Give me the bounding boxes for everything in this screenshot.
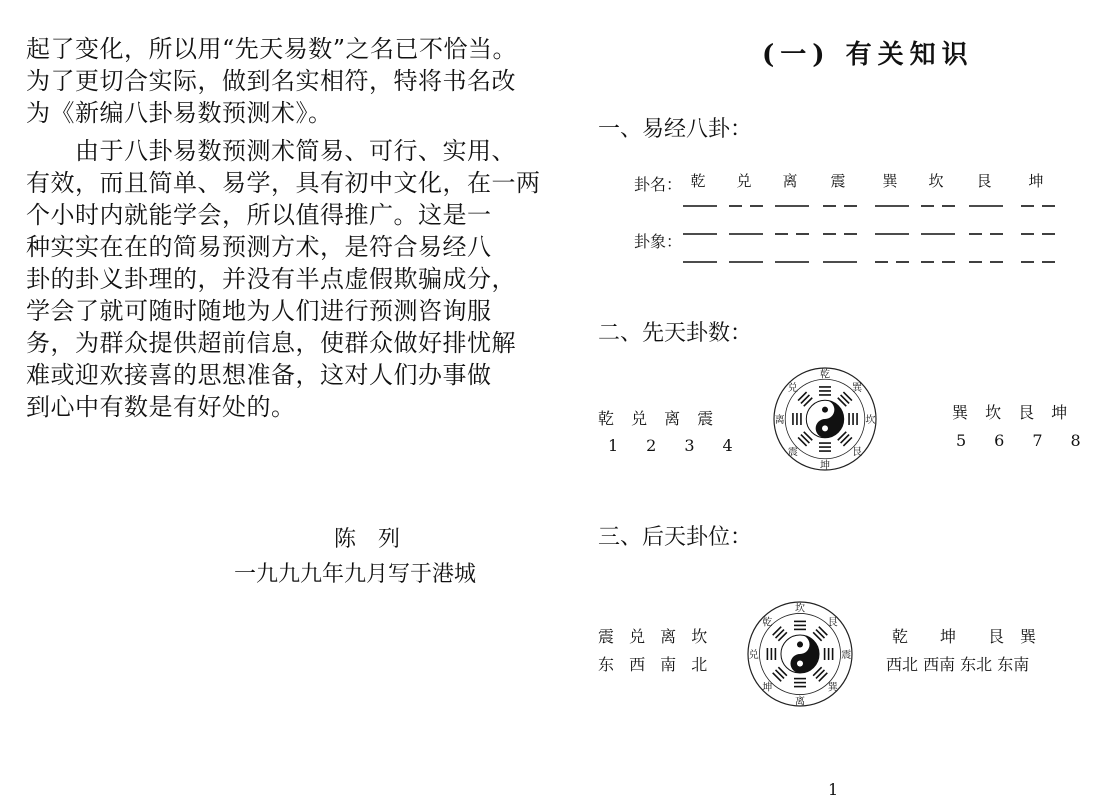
date-place: 一九九九年九月写于港城: [234, 562, 477, 587]
ring-label: 震: [787, 447, 798, 459]
trigram-glyph: [849, 413, 857, 425]
heading-bagua: 一、易经八卦：: [598, 117, 753, 142]
paragraph-line: 有效，而且简单、易学，具有初中文化，在一两: [26, 169, 541, 197]
gua-name: 巽: [882, 172, 898, 190]
trigram-glyph: [794, 679, 806, 687]
paragraph-line: 起了变化，所以用“先天易数”之名已不恰当。: [26, 35, 518, 63]
paragraph-line: 务，为群众提供超前信息，使群众做好排忧解: [26, 329, 516, 357]
trigram-兑: [729, 206, 763, 262]
author-name: 陈 列: [334, 527, 401, 552]
yang-dot: [822, 425, 828, 431]
ring-label: 艮: [852, 447, 863, 459]
xiantian-left-numbers: 1 2 3 4: [608, 436, 739, 455]
ring-label: 坎: [865, 415, 876, 426]
trigram-glyph: [793, 413, 801, 425]
ring-label: 艮: [827, 617, 838, 629]
xiantian-bagua-diagram: [770, 364, 880, 474]
gua-name-label: 卦名：: [634, 175, 683, 194]
paragraph-line: 为《新编八卦易数预测术》。: [26, 99, 333, 127]
ring-label: 坎: [795, 603, 805, 615]
paragraph-line: 学会了就可随时随地为人们进行预测咨询服: [26, 297, 492, 325]
xiantian-right-numbers: 5 6 7 8: [956, 431, 1087, 450]
ring-label: 离: [774, 415, 785, 426]
gua-name: 离: [782, 172, 798, 190]
trigram-symbols: [675, 196, 1075, 276]
ring-label: 兑: [787, 382, 798, 394]
trigram-离: [775, 206, 809, 262]
xiantian-right-names: 巽 坎 艮 坤: [952, 403, 1074, 422]
gua-name: 震: [830, 172, 846, 190]
paragraph-line: 卦的卦义卦理的，并没有半点虚假欺骗成分，: [26, 265, 516, 293]
trigram-glyph: [813, 627, 827, 641]
heading-houtian: 三、后天卦位：: [598, 525, 753, 550]
trigram-巽: [875, 206, 909, 262]
trigram-艮: [969, 206, 1003, 262]
section-title: (一) 有关知识: [762, 40, 974, 70]
trigram-坤: [1021, 206, 1055, 262]
gua-name: 艮: [976, 172, 992, 190]
trigram-坎: [921, 206, 955, 262]
paragraph-line: 为了更切合实际，做到名实相符，特将书名改: [26, 67, 516, 95]
page-number: 1: [828, 780, 839, 799]
paragraph-line: 种实实在在的简易预测方术，是符合易经八: [26, 233, 492, 261]
yin-dot: [822, 407, 828, 413]
trigram-乾: [683, 206, 717, 262]
trigram-glyph: [798, 392, 812, 406]
trigram-glyph: [794, 621, 806, 629]
trigram-glyph: [767, 648, 775, 660]
yin-dot: [797, 641, 803, 647]
gua-name: 兑: [736, 172, 752, 190]
paragraph-line: 到心中有数是有好处的。: [26, 393, 296, 421]
ring-label: 兑: [748, 650, 759, 661]
gua-name: 坎: [928, 172, 944, 190]
houtian-left-names: 震 兑 离 坎: [598, 627, 713, 646]
houtian-right-names: 乾 坤 艮 巽: [892, 627, 1037, 646]
trigram-glyph: [813, 667, 827, 681]
ring-label: 乾: [762, 617, 773, 629]
trigram-glyph: [798, 432, 812, 446]
ring-label: 震: [841, 650, 852, 661]
ring-label: 坤: [762, 682, 773, 694]
houtian-right-directions: 西北 西南 东北 东南: [886, 655, 1030, 674]
trigram-glyph: [838, 432, 852, 446]
gua-name: 乾: [690, 172, 706, 190]
gua-image-label: 卦象：: [634, 232, 683, 251]
trigram-glyph: [773, 627, 787, 641]
ring-label: 巽: [827, 682, 838, 694]
ring-label: 乾: [820, 369, 830, 381]
heading-xiantian: 二、先天卦数：: [598, 321, 753, 346]
trigram-glyph: [838, 392, 852, 406]
xiantian-left-names: 乾 兑 离 震: [598, 409, 720, 428]
paragraph-line: 由于八卦易数预测术简易、可行、实用、: [26, 137, 516, 165]
paragraph-line: 难或迎欢接喜的思想准备，这对人们办事做: [26, 361, 492, 389]
trigram-glyph: [825, 648, 833, 660]
ring-label: 坤: [820, 460, 830, 472]
ring-label: 离: [795, 696, 805, 708]
ring-label: 巽: [852, 382, 863, 394]
trigram-glyph: [773, 667, 787, 681]
trigram-glyph: [819, 443, 831, 451]
trigram-震: [823, 206, 857, 262]
houtian-bagua-diagram: [744, 598, 856, 710]
gua-name: 坤: [1028, 172, 1044, 190]
houtian-left-directions: 东 西 南 北: [598, 655, 713, 674]
trigram-glyph: [819, 387, 831, 395]
yang-dot: [797, 660, 803, 666]
paragraph-line: 个小时内就能学会，所以值得推广。这是一: [26, 201, 492, 229]
